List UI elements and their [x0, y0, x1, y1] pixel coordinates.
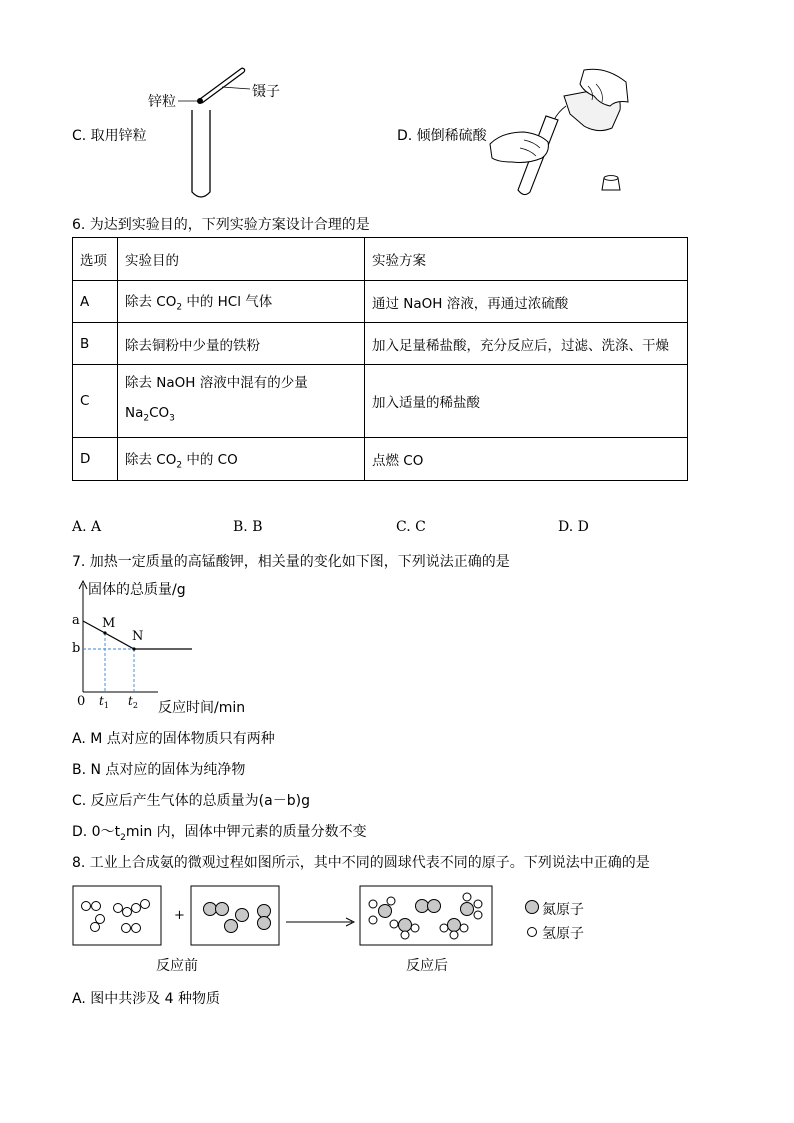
header-option: 选项	[73, 238, 118, 281]
label-t1: $t_1$	[99, 694, 109, 710]
row-a-option: A	[73, 281, 118, 323]
point-n	[132, 647, 135, 650]
q7-choice-b[interactable]: B. N 点对应的固体为纯净物	[72, 762, 246, 778]
table-row	[73, 323, 688, 365]
legend-nitrogen-label: 氮原子	[542, 902, 584, 918]
row-c-goal: 除去 NaOH 溶液中混有的少量 $Na_2CO_3$	[118, 365, 365, 438]
after-label: 反应后	[406, 958, 448, 974]
header-plan: 实验方案	[365, 238, 688, 281]
row-d-option: D	[73, 438, 118, 481]
label-a: a	[72, 613, 80, 628]
q7-choice-a[interactable]: A. M 点对应的固体物质只有两种	[72, 731, 275, 747]
row-d-goal: 除去 $CO_2$ 中的 CO	[118, 438, 365, 481]
q6-table	[72, 237, 688, 481]
q6-stem: 6. 为达到实验目的，下列实验方案设计合理的是	[72, 217, 370, 233]
row-b-goal: 除去铜粉中少量的铁粉	[118, 323, 365, 365]
q7-choice-c[interactable]: C. 反应后产生气体的总质量为(a－b)g	[72, 793, 310, 809]
q6-choice-b[interactable]: B. B	[233, 519, 263, 535]
q7-choice-d[interactable]: D. $0\sim t_2\min$ 内，固体中钾元素的质量分数不变	[72, 824, 367, 843]
q8-choice-a[interactable]: A. 图中共涉及 4 种物质	[72, 991, 221, 1007]
label-n: N	[132, 629, 144, 644]
plus-sign: +	[174, 908, 185, 923]
reactant-box-hydrogen	[73, 886, 161, 945]
row-c-plan: 加入适量的稀盐酸	[365, 365, 688, 438]
row-d-plan: 点燃 CO	[365, 438, 688, 481]
table-row	[73, 281, 688, 323]
q5-option-d[interactable]: D. 倾倒稀硫酸	[397, 128, 487, 144]
tweezers-label: 镊子	[252, 84, 280, 100]
label-origin: 0	[77, 694, 86, 709]
q6-choice-c[interactable]: C. C	[396, 519, 426, 535]
q7-x-axis-label: 反应时间/min	[158, 700, 246, 716]
legend-nitrogen-marker	[526, 901, 539, 914]
q6-choice-a[interactable]: A. A	[72, 519, 102, 535]
row-b-option: B	[73, 323, 118, 365]
zinc-label: 锌粒	[148, 94, 176, 110]
point-m	[103, 631, 106, 634]
table-header-row	[73, 238, 688, 281]
label-m: M	[102, 616, 116, 631]
row-a-goal: 除去 $CO_2$ 中的 HCl 气体	[118, 281, 365, 323]
q6-choice-d[interactable]: D. D	[558, 519, 589, 535]
q7-stem: 7. 加热一定质量的高锰酸钾，相关量的变化如下图，下列说法正确的是	[72, 554, 510, 570]
q7-y-axis-label: 固体的总质量/g	[88, 582, 186, 598]
q8-stem: 8. 工业上合成氨的微观过程如图所示，其中不同的圆球代表不同的原子。下列说法中正确的是	[72, 855, 650, 871]
table-row	[73, 438, 688, 481]
legend-hydrogen-marker	[528, 928, 537, 937]
row-a-plan: 通过 NaOH 溶液，再通过浓硫酸	[365, 281, 688, 323]
label-t2: $t_2$	[128, 694, 138, 710]
table-row	[73, 365, 688, 438]
before-label: 反应前	[156, 958, 198, 974]
label-b: b	[72, 641, 81, 656]
q5-option-c[interactable]: C. 取用锌粒	[72, 128, 147, 144]
pouring-acid-hands-icon	[488, 66, 638, 201]
row-c-option: C	[73, 365, 118, 438]
legend-hydrogen-label: 氢原子	[542, 926, 584, 942]
q5-option-d-figure	[488, 66, 638, 201]
row-b-plan: 加入足量稀盐酸，充分反应后，过滤、洗涤、干燥	[365, 323, 688, 365]
header-goal: 实验目的	[118, 238, 365, 281]
